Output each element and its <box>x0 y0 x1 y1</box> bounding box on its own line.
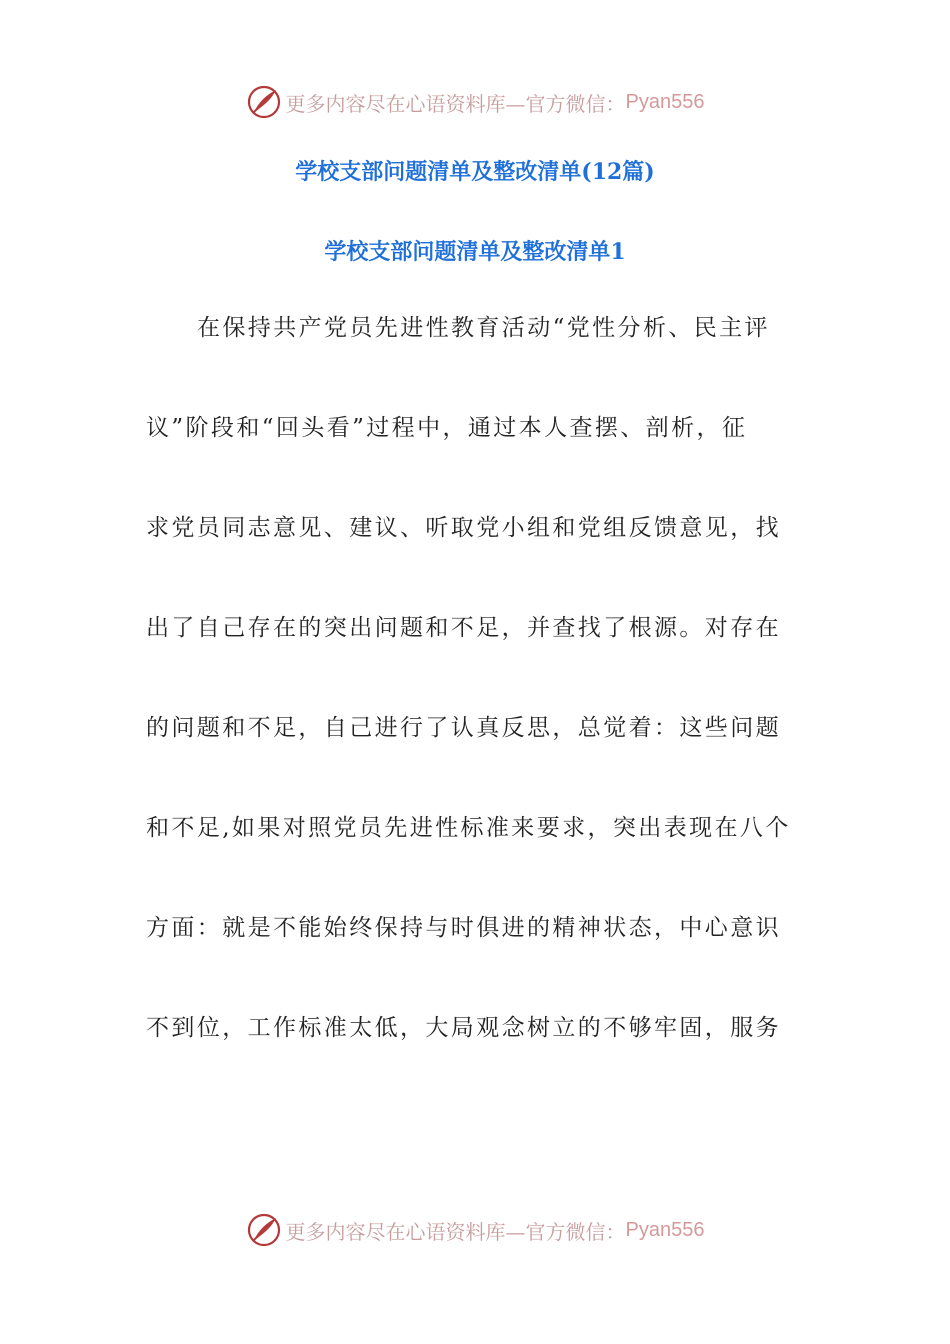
document-subtitle: 学校支部问题清单及整改清单1 <box>324 239 626 265</box>
watermark-wechat-id: Pyan556 <box>625 90 705 113</box>
body-line-1: 在保持共产党员先进性教育活动“党性分析、民主评 <box>197 315 770 341</box>
body-line-3: 求党员同志意见、建议、听取党小组和党组反馈意见，找 <box>146 515 781 541</box>
quill-logo-icon <box>246 84 282 120</box>
quill-logo-icon <box>246 1212 282 1248</box>
body-line-4: 出了自己存在的突出问题和不足，并查找了根源。对存在 <box>146 615 781 641</box>
body-line-7: 方面：就是不能始终保持与时俱进的精神状态，中心意识 <box>146 915 781 941</box>
watermark-text: 更多内容尽在心语资料库—官方微信： <box>285 91 626 116</box>
header-watermark <box>0 82 950 122</box>
watermark-text: 更多内容尽在心语资料库—官方微信： <box>285 1219 626 1244</box>
body-line-2: 议”阶段和“回头看”过程中，通过本人查摆、剖析，征 <box>146 415 748 441</box>
footer-watermark <box>0 1210 950 1250</box>
body-line-5: 的问题和不足，自己进行了认真反思，总觉着：这些问题 <box>146 715 781 741</box>
body-line-6: 和不足,如果对照党员先进性标准来要求，突出表现在八个 <box>146 815 791 841</box>
document-title: 学校支部问题清单及整改清单(12篇) <box>295 159 655 185</box>
body-line-8: 不到位，工作标准太低，大局观念树立的不够牢固，服务 <box>146 1015 781 1041</box>
watermark-wechat-id: Pyan556 <box>625 1218 705 1241</box>
